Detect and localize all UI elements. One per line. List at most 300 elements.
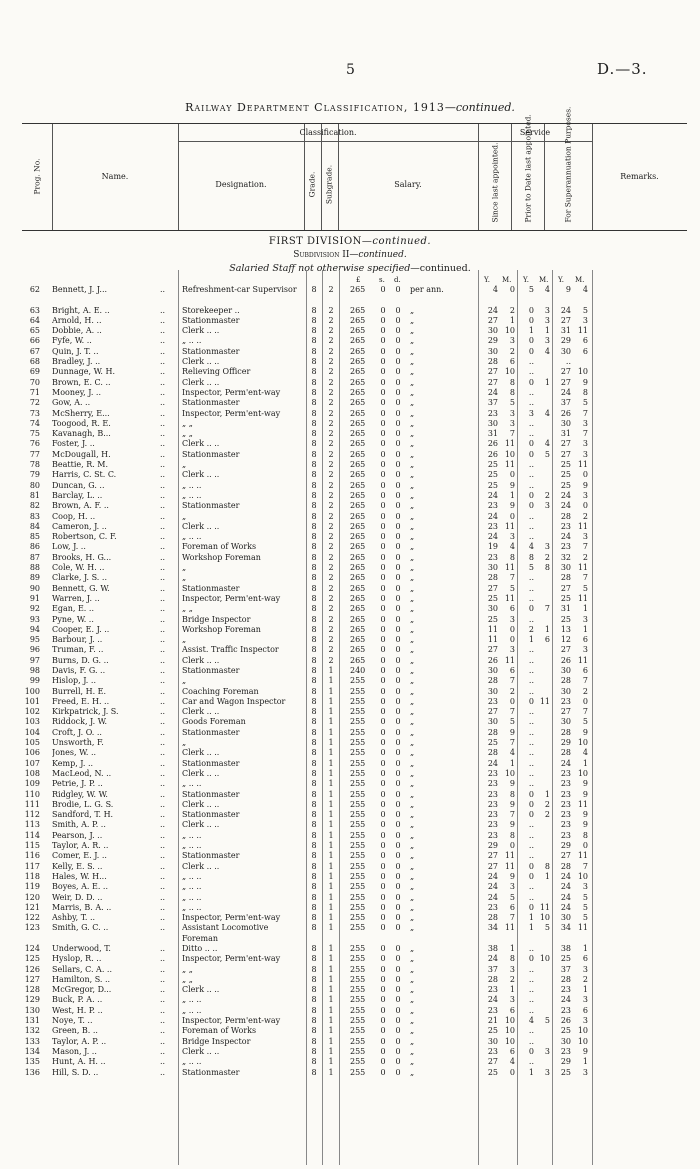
leader-dots: .. xyxy=(160,593,166,603)
salary-period: „ xyxy=(410,995,415,1005)
staff-name: Cameron, J. .. xyxy=(52,521,107,531)
grade: 8 xyxy=(311,696,317,706)
since-last-years: 27 xyxy=(487,377,498,387)
table-row xyxy=(0,573,700,583)
leader-dots: .. xyxy=(160,892,166,902)
prog-number: 128 xyxy=(24,985,40,995)
pound-unit: £ xyxy=(356,276,361,284)
grade: 8 xyxy=(311,521,317,531)
since-last-months: 6 xyxy=(509,1005,515,1015)
prior-months: 3 xyxy=(544,501,550,511)
leader-dots: .. xyxy=(160,377,166,387)
superannuation-years: 26 xyxy=(560,655,571,665)
salary-pounds: 255 xyxy=(350,871,366,881)
salary-pounds: 255 xyxy=(350,923,366,933)
salary-pence: 0 xyxy=(395,738,401,748)
table-row xyxy=(0,1026,700,1036)
subgrade: 1 xyxy=(328,830,334,840)
superannuation-years: 31 xyxy=(560,604,571,614)
salary-period: „ xyxy=(410,387,415,397)
grade: 8 xyxy=(311,285,317,294)
salary-shillings: 0 xyxy=(380,480,386,490)
salary-pounds: 265 xyxy=(350,439,366,449)
salary-shillings: 0 xyxy=(380,408,386,418)
grade: 8 xyxy=(311,676,317,686)
since-last-years: 23 xyxy=(487,521,498,531)
salary-shillings: 0 xyxy=(380,1046,386,1056)
prog-number: 103 xyxy=(24,717,40,727)
since-last-years: 23 xyxy=(487,810,498,820)
staff-name: Freed, E. H. .. xyxy=(52,696,110,706)
superannuation-months: 3 xyxy=(582,490,588,500)
prog-number: 71 xyxy=(29,387,40,397)
salary-pence: 0 xyxy=(395,387,401,397)
designation: Stationmaster xyxy=(182,501,240,511)
leader-dots: .. xyxy=(160,696,166,706)
salary-shillings: 0 xyxy=(380,841,386,851)
salary-period: „ xyxy=(410,696,415,706)
subgrade: 1 xyxy=(328,861,334,871)
prog-number: 116 xyxy=(24,851,40,861)
salary-pence: 0 xyxy=(395,871,401,881)
designation: Stationmaster xyxy=(182,665,240,675)
superannuation-years: 29 xyxy=(560,336,571,346)
superannuation-years: 28 xyxy=(560,676,571,686)
staff-name: Toogood, R. E. xyxy=(52,418,111,428)
table-row xyxy=(0,532,700,542)
since-last-months: 3 xyxy=(509,408,515,418)
prior-years: .. xyxy=(528,614,534,624)
salary-shillings: 0 xyxy=(380,954,386,964)
grade: 8 xyxy=(311,552,317,562)
subgrade: 2 xyxy=(328,377,334,387)
years-unit: Y. xyxy=(484,276,490,284)
table-row xyxy=(0,625,700,635)
salary-period: „ xyxy=(410,789,415,799)
since-last-years: 25 xyxy=(487,1067,498,1077)
prog-number: 111 xyxy=(24,799,40,809)
prior-months: 5 xyxy=(544,1016,550,1026)
since-last-years: 4 xyxy=(492,285,498,294)
superannuation-months: 4 xyxy=(582,285,588,294)
since-last-months: 10 xyxy=(504,1026,515,1036)
table-row xyxy=(0,697,700,707)
table-row xyxy=(0,810,700,820)
designation: Clerk .. .. xyxy=(182,799,220,809)
table-row xyxy=(0,398,700,408)
salary-shillings: 0 xyxy=(380,604,386,614)
superannuation-months: 6 xyxy=(582,954,588,964)
salary-pence: 0 xyxy=(395,902,401,912)
grade: 8 xyxy=(311,635,317,645)
salary-pounds: 265 xyxy=(350,583,366,593)
designation: Foreman of Works xyxy=(182,542,257,552)
leader-dots: .. xyxy=(160,326,166,336)
salary-pounds: 255 xyxy=(350,974,366,984)
superannuation-months: 0 xyxy=(582,696,588,706)
superannuation-years: 24 xyxy=(560,305,571,315)
salary-shillings: 0 xyxy=(380,995,386,1005)
salary-pounds: 265 xyxy=(350,655,366,665)
salary-shillings: 0 xyxy=(380,511,386,521)
page-title: Railway Department Classification, 1913—continued. xyxy=(185,101,515,114)
superannuation-months: 10 xyxy=(577,1026,588,1036)
prior-years: .. xyxy=(528,985,534,995)
salary-shillings: 0 xyxy=(380,1026,386,1036)
since-last-months: 3 xyxy=(509,336,515,346)
leader-dots: .. xyxy=(160,1026,166,1036)
salary-pounds: 265 xyxy=(350,408,366,418)
superannuation-years: 27 xyxy=(560,583,571,593)
since-last-months: 8 xyxy=(509,789,515,799)
prior-years: 0 xyxy=(528,696,534,706)
subgrade: 1 xyxy=(328,882,334,892)
grade: 8 xyxy=(311,820,317,830)
prog-number: 68 xyxy=(29,357,40,367)
since-last-months: 11 xyxy=(504,563,515,573)
superannuation-months: 3 xyxy=(582,964,588,974)
prog-number: 115 xyxy=(24,841,40,851)
prior-years: .. xyxy=(528,532,534,542)
staff-name: MacLeod, N. .. xyxy=(52,768,112,778)
salary-period: „ xyxy=(410,665,415,675)
prog-number: 94 xyxy=(29,624,40,634)
prior-months: 1 xyxy=(544,624,550,634)
salary-pence: 0 xyxy=(395,460,401,470)
prog-number: 131 xyxy=(24,1016,40,1026)
superannuation-years: 25 xyxy=(560,614,571,624)
prior-years: 5 xyxy=(528,563,534,573)
prior-years: .. xyxy=(528,1036,534,1046)
table-row xyxy=(0,306,700,316)
designation: „ „ xyxy=(182,604,193,614)
since-last-months: 4 xyxy=(509,1057,515,1067)
prog-number: 66 xyxy=(29,336,40,346)
staff-name: Clarke, J. S. .. xyxy=(52,573,107,583)
designation: Coaching Foreman xyxy=(182,686,259,696)
salary-pence: 0 xyxy=(395,593,401,603)
superannuation-months: 6 xyxy=(582,1005,588,1015)
salary-pence: 0 xyxy=(395,501,401,511)
staff-name: Kemp, J. .. xyxy=(52,758,94,768)
prior-years: 0 xyxy=(528,604,534,614)
designation: Clerk .. .. xyxy=(182,820,220,830)
staff-name: McSherry, E... xyxy=(52,408,110,418)
superannuation-months: 11 xyxy=(577,851,588,861)
since-last-years: 28 xyxy=(487,748,498,758)
staff-name: Davis, F. G. .. xyxy=(52,665,106,675)
staff-name: Brodie, L. G. S. xyxy=(52,799,114,809)
salary-shillings: 0 xyxy=(380,501,386,511)
salary-pounds: 255 xyxy=(350,748,366,758)
table-row xyxy=(0,913,700,923)
designation: „ .. .. xyxy=(182,882,202,892)
superannuation-years: 38 xyxy=(560,944,571,953)
superannuation-months: 8 xyxy=(582,830,588,840)
since-last-years: 25 xyxy=(487,1026,498,1036)
since-last-months: 2 xyxy=(509,305,515,315)
prior-years: 0 xyxy=(528,449,534,459)
staff-name: Smith, A. P. .. xyxy=(52,820,106,830)
leader-dots: .. xyxy=(160,439,166,449)
table-row xyxy=(0,975,700,985)
prior-years: 0 xyxy=(528,439,534,449)
salary-period: „ xyxy=(410,985,415,995)
prior-months: 3 xyxy=(544,542,550,552)
superannuation-years: 30 xyxy=(560,1036,571,1046)
grade: 8 xyxy=(311,974,317,984)
prior-years: .. xyxy=(528,573,534,583)
salary-pounds: 255 xyxy=(350,779,366,789)
salary-period: „ xyxy=(410,604,415,614)
staff-name: Jones, W. .. xyxy=(52,748,97,758)
salary-pounds: 255 xyxy=(350,861,366,871)
subgrade: 2 xyxy=(328,480,334,490)
staff-name: Ashby, T. .. xyxy=(52,913,96,923)
prog-number: 92 xyxy=(29,604,40,614)
staff-name: Duncan, G. .. xyxy=(52,480,105,490)
prog-number: 85 xyxy=(29,532,40,542)
subgrade: 1 xyxy=(328,717,334,727)
salary-period: „ xyxy=(410,944,415,953)
leader-dots: .. xyxy=(160,768,166,778)
superannuation-months: 3 xyxy=(582,418,588,428)
staff-name: Bennett, G. W. xyxy=(52,583,110,593)
salary-pounds: 265 xyxy=(350,521,366,531)
months-unit: M. xyxy=(502,276,512,284)
prior-years: 2 xyxy=(528,624,534,634)
salary-period: „ xyxy=(410,398,415,408)
prog-number: 89 xyxy=(29,573,40,583)
designation: Inspector, Perm'ent-way xyxy=(182,954,281,964)
designation: „ xyxy=(182,738,187,748)
subgrade: 1 xyxy=(328,1026,334,1036)
since-last-months: 0 xyxy=(509,1067,515,1077)
salary-pounds: 255 xyxy=(350,758,366,768)
salary-period: „ xyxy=(410,892,415,902)
leader-dots: .. xyxy=(160,717,166,727)
staff-name: Hislop, J. .. xyxy=(52,676,96,686)
prog-number: 83 xyxy=(29,511,40,521)
superannuation-months: 3 xyxy=(582,315,588,325)
salary-pence: 0 xyxy=(395,1005,401,1015)
salary-pounds: 265 xyxy=(350,573,366,583)
staff-name: Weir, D. D. .. xyxy=(52,892,103,902)
prior-years: .. xyxy=(528,851,534,861)
designation: Stationmaster xyxy=(182,398,240,408)
subgrade: 1 xyxy=(328,696,334,706)
subgrade-header: Subgrade. xyxy=(324,164,334,205)
salary-pence: 0 xyxy=(395,346,401,356)
prior-months: 11 xyxy=(539,902,550,912)
salary-period: „ xyxy=(410,758,415,768)
salary-shillings: 0 xyxy=(380,892,386,902)
since-last-months: 1 xyxy=(509,490,515,500)
subgrade: 1 xyxy=(328,944,334,953)
table-row xyxy=(0,584,700,594)
salary-pence: 0 xyxy=(395,985,401,995)
prior-months: 11 xyxy=(539,696,550,706)
prog-number: 117 xyxy=(24,861,40,871)
subgrade: 2 xyxy=(328,573,334,583)
staff-name: Pearson, J. .. xyxy=(52,830,103,840)
salary-pounds: 255 xyxy=(350,1016,366,1026)
subgrade: 2 xyxy=(328,305,334,315)
leader-dots: .. xyxy=(160,645,166,655)
superannuation-years: 25 xyxy=(560,460,571,470)
grade: 8 xyxy=(311,439,317,449)
prior-years: .. xyxy=(528,686,534,696)
staff-name: Barclay, L. .. xyxy=(52,490,103,500)
prior-months: 3 xyxy=(544,315,550,325)
salary-pounds: 255 xyxy=(350,820,366,830)
grade: 8 xyxy=(311,902,317,912)
salary-pence: 0 xyxy=(395,892,401,902)
pence-unit: d. xyxy=(394,276,401,284)
table-row xyxy=(0,594,700,604)
prior-years: .. xyxy=(528,665,534,675)
since-last-months: 10 xyxy=(504,326,515,336)
superannuation-months: 5 xyxy=(582,902,588,912)
staff-name: Marris, B. A. .. xyxy=(52,902,112,912)
staff-name: Cooper, E. J. .. xyxy=(52,624,110,634)
subgrade: 2 xyxy=(328,511,334,521)
salary-shillings: 0 xyxy=(380,789,386,799)
staff-name: Hill, S. D. .. xyxy=(52,1067,99,1077)
salary-period: „ xyxy=(410,439,415,449)
salary-pence: 0 xyxy=(395,758,401,768)
prog-number: 109 xyxy=(24,779,40,789)
grade: 8 xyxy=(311,1036,317,1046)
table-row xyxy=(0,316,700,326)
subgrade: 2 xyxy=(328,604,334,614)
superannuation-months: 0 xyxy=(582,501,588,511)
salary-shillings: 0 xyxy=(380,1005,386,1015)
staff-name: Low, J. .. xyxy=(52,542,86,552)
salary-period: „ xyxy=(410,614,415,624)
prog-number: 62 xyxy=(29,285,40,294)
leader-dots: .. xyxy=(160,521,166,531)
staff-name: Croft, J. O. .. xyxy=(52,727,102,737)
grade: 8 xyxy=(311,810,317,820)
superannuation-years: 23 xyxy=(560,696,571,706)
since-last-years: 24 xyxy=(487,882,498,892)
since-last-years: 37 xyxy=(487,398,498,408)
salary-pence: 0 xyxy=(395,377,401,387)
leader-dots: .. xyxy=(160,408,166,418)
subgrade: 2 xyxy=(328,398,334,408)
prog-number: 90 xyxy=(29,583,40,593)
since-last-months: 8 xyxy=(509,552,515,562)
since-last-years: 24 xyxy=(487,892,498,902)
superannuation-years: 28 xyxy=(560,861,571,871)
salary-pence: 0 xyxy=(395,841,401,851)
designation: „ .. .. xyxy=(182,1005,202,1015)
prior-months: 7 xyxy=(544,604,550,614)
since-last-years: 30 xyxy=(487,1036,498,1046)
prior-years: .. xyxy=(528,820,534,830)
since-last-months: 3 xyxy=(509,614,515,624)
prior-years: .. xyxy=(528,1026,534,1036)
grade: 8 xyxy=(311,882,317,892)
salary-pence: 0 xyxy=(395,974,401,984)
salary-period: „ xyxy=(410,346,415,356)
grade: 8 xyxy=(311,944,317,953)
prior-months: 1 xyxy=(544,789,550,799)
prior-months: 8 xyxy=(544,563,550,573)
staff-name: Sandford, T. H. xyxy=(52,810,114,820)
salary-pounds: 255 xyxy=(350,686,366,696)
salary-period: per ann. xyxy=(410,285,444,294)
superannuation-months: 6 xyxy=(582,336,588,346)
salary-pence: 0 xyxy=(395,326,401,336)
grade: 8 xyxy=(311,768,317,778)
salary-pence: 0 xyxy=(395,1026,401,1036)
salary-period: „ xyxy=(410,717,415,727)
staff-name: Egan, E. .. xyxy=(52,604,94,614)
prior-months: 5 xyxy=(544,449,550,459)
salary-period: „ xyxy=(410,727,415,737)
salary-shillings: 0 xyxy=(380,387,386,397)
designation: „ .. .. xyxy=(182,841,202,851)
subgrade: 2 xyxy=(328,470,334,480)
designation: Clerk .. .. xyxy=(182,470,220,480)
superannuation-months: 3 xyxy=(582,1016,588,1026)
staff-name: Bright, A. E. .. xyxy=(52,305,110,315)
since-last-months: 8 xyxy=(509,387,515,397)
salary-pence: 0 xyxy=(395,418,401,428)
shilling-unit: s. xyxy=(379,276,385,284)
superannuation-years: 25 xyxy=(560,593,571,603)
salary-shillings: 0 xyxy=(380,470,386,480)
salary-pounds: 265 xyxy=(350,645,366,655)
leader-dots: .. xyxy=(160,985,166,995)
salary-shillings: 0 xyxy=(380,964,386,974)
superannuation-years: 31 xyxy=(560,429,571,439)
leader-dots: .. xyxy=(160,871,166,881)
since-last-months: 5 xyxy=(509,717,515,727)
superannuation-years: 23 xyxy=(560,820,571,830)
grade: 8 xyxy=(311,861,317,871)
superannuation-months: 3 xyxy=(582,995,588,1005)
salary-pounds: 255 xyxy=(350,964,366,974)
salary-pence: 0 xyxy=(395,532,401,542)
since-last-years: 24 xyxy=(487,871,498,881)
salary-period: „ xyxy=(410,913,415,923)
since-last-months: 3 xyxy=(509,964,515,974)
prog-number: 64 xyxy=(29,315,40,325)
salary-shillings: 0 xyxy=(380,398,386,408)
leader-dots: .. xyxy=(160,449,166,459)
salary-period: „ xyxy=(410,1067,415,1077)
superannuation-years: 23 xyxy=(560,1046,571,1056)
designation: „ xyxy=(182,573,187,583)
designation: Bridge Inspector xyxy=(182,1036,251,1046)
grade: 8 xyxy=(311,408,317,418)
leader-dots: .. xyxy=(160,830,166,840)
since-last-months: 11 xyxy=(504,655,515,665)
grade: 8 xyxy=(311,1016,317,1026)
leader-dots: .. xyxy=(160,614,166,624)
prior-years: 4 xyxy=(528,1016,534,1026)
designation: „ .. .. xyxy=(182,336,202,346)
salary-pence: 0 xyxy=(395,882,401,892)
prior-years: 0 xyxy=(528,789,534,799)
table-row xyxy=(0,790,700,800)
prog-number: 82 xyxy=(29,501,40,511)
designation: Inspector, Perm'ent-way xyxy=(182,387,281,397)
salary-shillings: 0 xyxy=(380,902,386,912)
